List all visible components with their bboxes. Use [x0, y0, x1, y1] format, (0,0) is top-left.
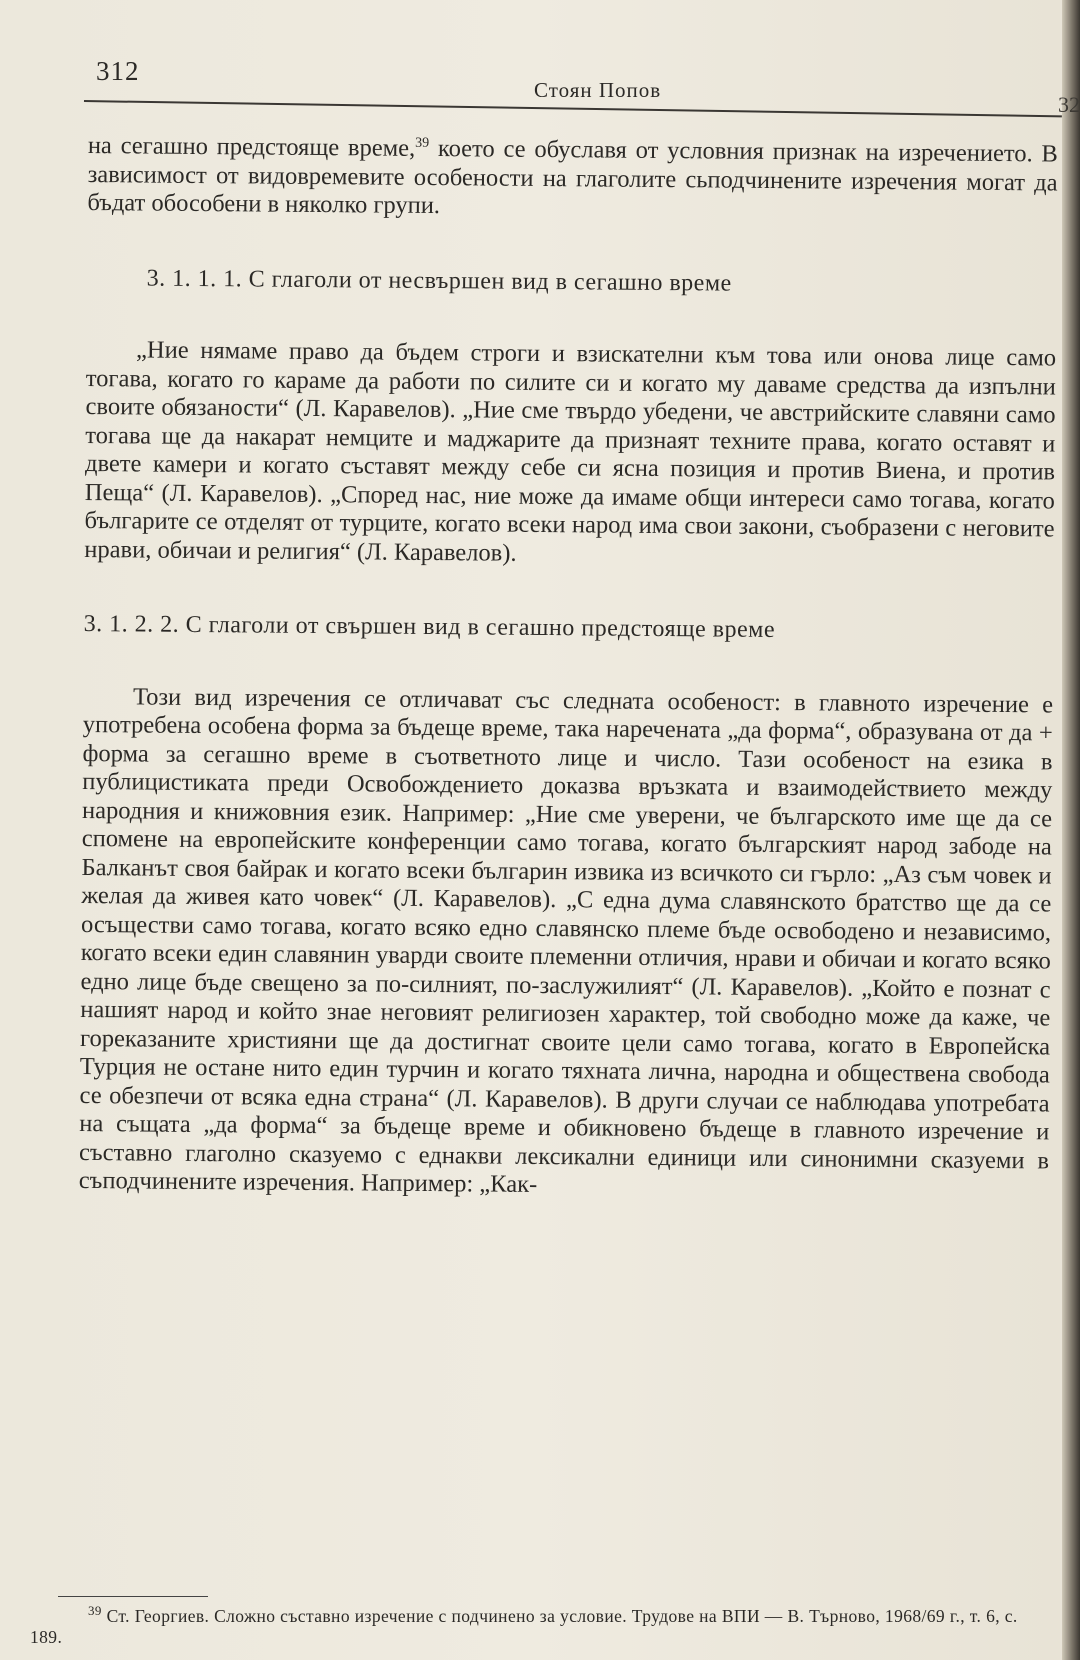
footnote-reference: 39 — [415, 135, 430, 151]
paragraph-1: „Ние нямаме право да бъдем строги и взискателни към товa или онова лице само тогава, когато го караме да работи по силите си и когато му даваме средства да изпълни своите обязаности“ (Л. Каравелов). „Ние сме твърдо убедени, че австрийските славяни само тогава ще да накарат немците и маджарите да признаят техните права, когато оставят и двете камери и когато съставят между себе си ясна позиция и против Виена, и против Пеща“ (Л. Каравелов). „Според нас, ние може да имаме общи интереси само тогава, когато българите се отделят от турците, когато всеки народ има свои закони, съобразени с неговите нрави, обичаи и религия“ (Л. Каравелов). — [84, 336, 1057, 567]
next-page-number: 32 — [1058, 92, 1080, 117]
book-spine-shadow — [1062, 0, 1080, 1660]
footnote-text: Ст. Георгиев. Сложно съставно изречение с подчинено за условие. Трудове на ВПИ — В. Търново, 1968/69 г., т. 6, с. 189. — [30, 1606, 1018, 1647]
footnote-marker: 39 — [88, 1603, 102, 1619]
intro-text: на сегашно предстояще време, — [87, 132, 416, 162]
paragraph-2: Този вид изречения се отличават със следната особеност: в главното изречение е употребена особена форма за бъдеще време, така наречената „да форма“, образувана от да + форма за сегашно време в съответното лице и число. Тази особеност на езика в публицистиката преди Освобождението доказва връзката и взаимодействието между народния и книжовния език. Например: „Ние сме уверени, че българското име ще да се спомене на европейските конференции само тогава, когато българският народ забоде на Балканът своя байрак и когато всеки българин извика из всичкото си гърло: „Аз съм човек и желая да живея като човек“ (Л. Каравелов). „С една дума славянското братство ще да се осъществи само тогава, когато всяко едно славянско племе бъде освободено и независимо, когато всеки един славянин уварди своите племенни отличия, нрави и обичаи и когато всяко едно лице бъде свещено за по-силният, по-заслужилият“ (Л. Каравелов). „Който е познат с нашият народ и който знае неговият религиозен характер, той свободно може да каже, че горeказаните християни ще да достигнат своите цели само тогава, когато в Европейска Турция не остане нито един турчин и когато тяхната лична, народна и обществена свобода се обезпечи от всяка една страна“ (Л. Каравелов). В други случаи се наблюдава употребата на същата „да форма“ за бъдеще време и обикновено бъдеще в главното изречение и съставно глаголно сказуемо с еднакви лексикални единици или синонимни сказуеми в съподчинените изречения. Например: „Как- — [78, 682, 1054, 1198]
footnote-rule — [58, 1596, 208, 1597]
section-heading-2: 3. 1. 2. 2. С глаголи от свършен вид в сегашно предстояще време — [83, 610, 776, 644]
page-header — [84, 52, 1062, 132]
intro-text-rest: което се обуславя от условния признак на изречението. В зависимост от видовремевите особености на глаголите сьподчинените изречения могат да бъдат обособени в няколко групи. — [87, 134, 1058, 220]
page-number: 312 — [96, 56, 140, 86]
footnote — [30, 1603, 1020, 1648]
intro-paragraph — [87, 132, 1058, 226]
body-text — [79, 132, 1058, 1204]
section-heading-1: 3. 1. 1. 1. С глаголи от несвършен вид в сегашно време — [146, 265, 732, 297]
running-head: Стоян Попов — [534, 78, 662, 102]
